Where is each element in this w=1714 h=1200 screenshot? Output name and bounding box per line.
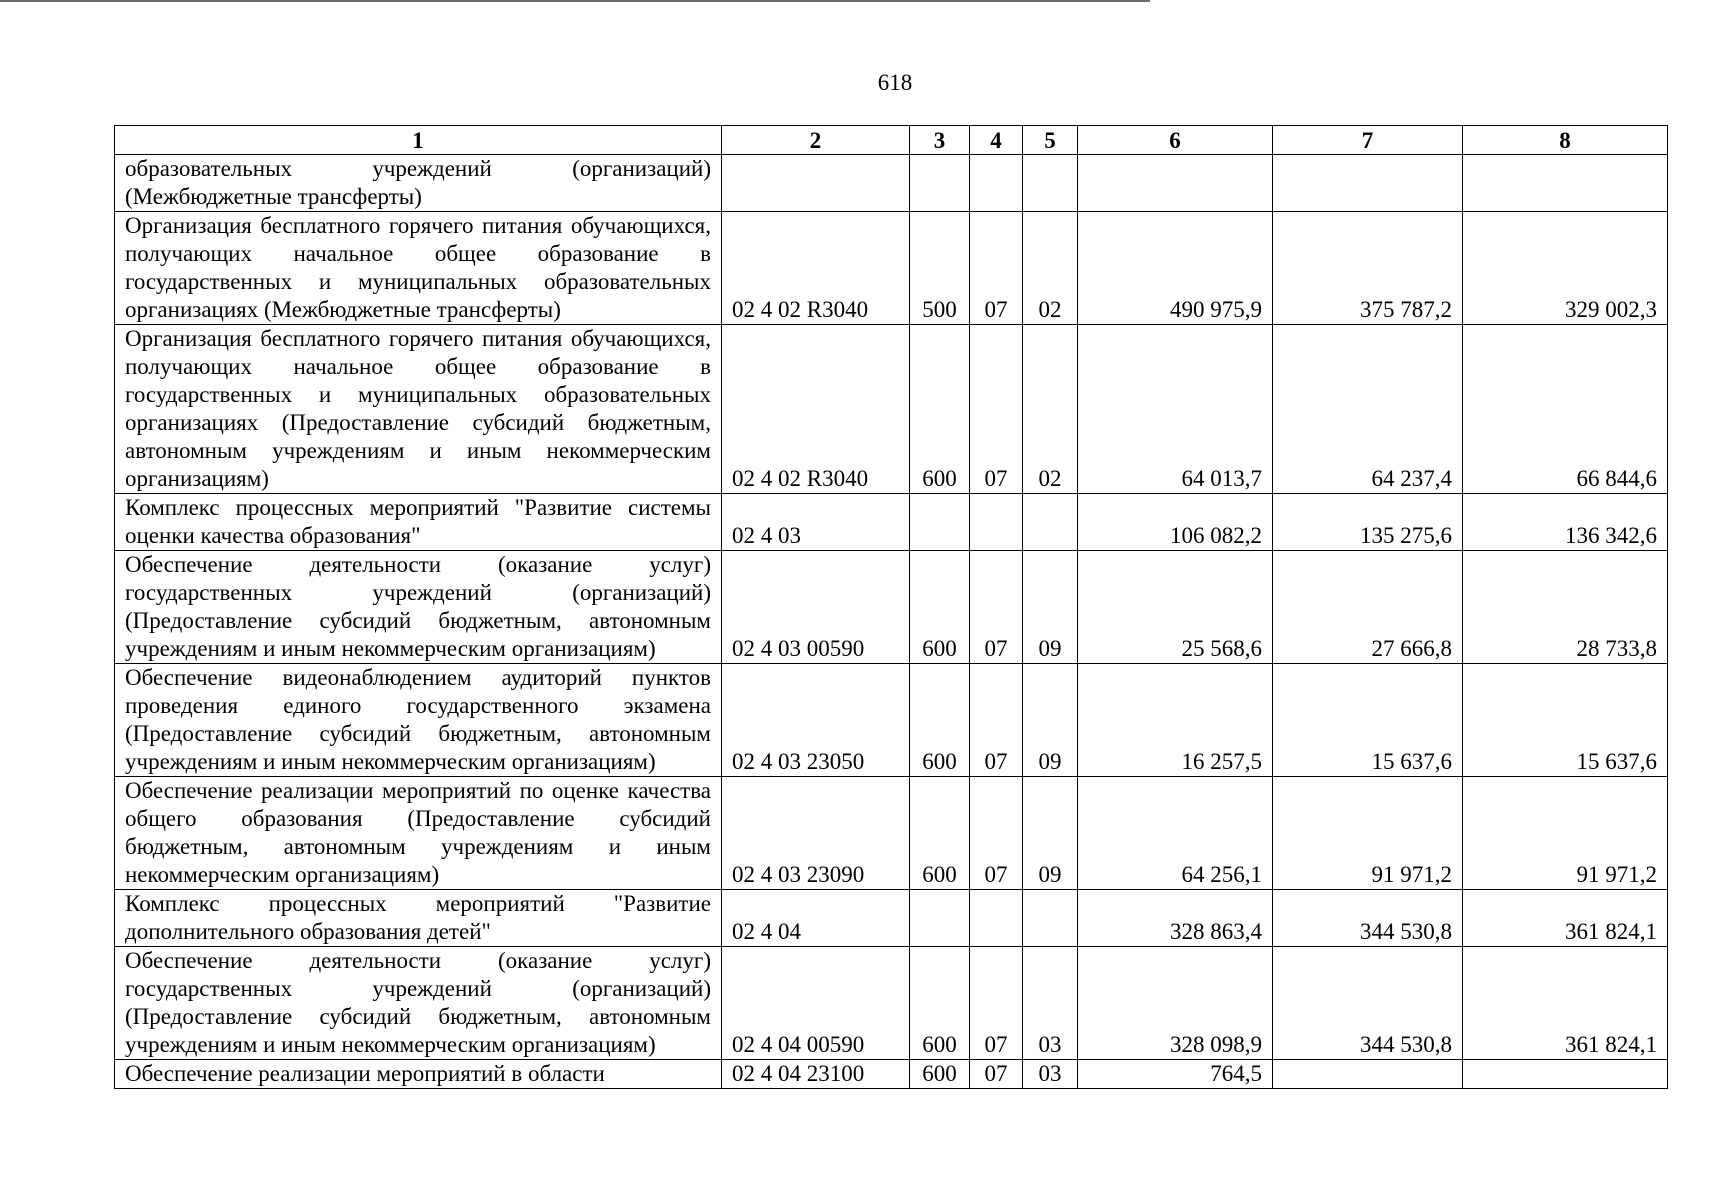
row-name-cell: Обеспечение реализации мероприятий по оценке качества общего образования (Предоставление субсидий бюджетным, автономным учреждениям и иным некоммерческим организациям): [115, 777, 722, 890]
section-cell: 07: [970, 947, 1023, 1060]
amount-col8-cell: 361 824,1: [1463, 947, 1668, 1060]
amount-col7-cell: [1273, 155, 1463, 212]
expense-type-cell: [910, 155, 970, 212]
row-name-cell: Обеспечение реализации мероприятий в области: [115, 1060, 722, 1089]
table-row: [115, 664, 1668, 777]
table-row: [115, 947, 1668, 1060]
amount-col7-cell: [1273, 1060, 1463, 1089]
target-code-cell: 02 4 04 23100: [722, 1060, 910, 1089]
target-code-cell: 02 4 04: [722, 890, 910, 947]
column-header: 3: [910, 126, 970, 155]
amount-col8-cell: 361 824,1: [1463, 890, 1668, 947]
row-name-cell: Комплекс процессных мероприятий "Развитие дополнительного образования детей": [115, 890, 722, 947]
table-body: [115, 155, 1668, 1089]
header-row: [115, 126, 1668, 155]
target-code-cell: 02 4 03: [722, 494, 910, 551]
page-number: 618: [877, 70, 913, 95]
subsection-cell: 02: [1023, 212, 1078, 325]
amount-col7-cell: 344 530,8: [1273, 890, 1463, 947]
table-row: [115, 155, 1668, 212]
amount-col6-cell: 490 975,9: [1078, 212, 1273, 325]
section-cell: [970, 890, 1023, 947]
amount-col6-cell: 64 256,1: [1078, 777, 1273, 890]
amount-col6-cell: 764,5: [1078, 1060, 1273, 1089]
column-header: 8: [1463, 126, 1668, 155]
amount-col6-cell: 328 098,9: [1078, 947, 1273, 1060]
target-code-cell: 02 4 02 R3040: [722, 325, 910, 494]
amount-col8-cell: 136 342,6: [1463, 494, 1668, 551]
expense-type-cell: [910, 890, 970, 947]
subsection-cell: 02: [1023, 325, 1078, 494]
column-header: 5: [1023, 126, 1078, 155]
column-header: 6: [1078, 126, 1273, 155]
amount-col8-cell: 28 733,8: [1463, 551, 1668, 664]
section-cell: 07: [970, 777, 1023, 890]
row-name-cell: Обеспечение деятельности (оказание услуг) государственных учреждений (организаций) (Предоставление субсидий бюджетным, автономным учреждениям и иным некоммерческим организациям): [115, 551, 722, 664]
row-name-cell: Комплекс процессных мероприятий "Развитие системы оценки качества образования": [115, 494, 722, 551]
amount-col8-cell: 91 971,2: [1463, 777, 1668, 890]
table-row: [115, 551, 1668, 664]
row-name-cell: Организация бесплатного горячего питания обучающихся, получающих начальное общее образование в государственных и муниципальных образовательных организациях (Межбюджетные трансферты): [115, 212, 722, 325]
amount-col8-cell: [1463, 1060, 1668, 1089]
row-name-cell: образовательных учреждений (организаций) (Межбюджетные трансферты): [115, 155, 722, 212]
subsection-cell: [1023, 155, 1078, 212]
section-cell: 07: [970, 1060, 1023, 1089]
subsection-cell: 09: [1023, 777, 1078, 890]
expense-type-cell: 600: [910, 1060, 970, 1089]
expense-type-cell: 500: [910, 212, 970, 325]
table-row: [115, 325, 1668, 494]
amount-col7-cell: 135 275,6: [1273, 494, 1463, 551]
amount-col7-cell: 375 787,2: [1273, 212, 1463, 325]
target-code-cell: 02 4 03 23090: [722, 777, 910, 890]
amount-col6-cell: 64 013,7: [1078, 325, 1273, 494]
subsection-cell: 03: [1023, 947, 1078, 1060]
target-code-cell: [722, 155, 910, 212]
column-header: 4: [970, 126, 1023, 155]
section-cell: 07: [970, 212, 1023, 325]
table-row: [115, 777, 1668, 890]
section-cell: 07: [970, 551, 1023, 664]
subsection-cell: [1023, 890, 1078, 947]
amount-col8-cell: 329 002,3: [1463, 212, 1668, 325]
budget-table: [114, 125, 1668, 1089]
amount-col7-cell: 344 530,8: [1273, 947, 1463, 1060]
table-row: [115, 212, 1668, 325]
amount-col6-cell: 16 257,5: [1078, 664, 1273, 777]
row-name-cell: Обеспечение видеонаблюдением аудиторий пунктов проведения единого государственного экзамена (Предоставление субсидий бюджетным, автономным учреждениям и иным некоммерческим организациям): [115, 664, 722, 777]
amount-col8-cell: 66 844,6: [1463, 325, 1668, 494]
expense-type-cell: 600: [910, 325, 970, 494]
expense-type-cell: 600: [910, 664, 970, 777]
row-name-cell: Организация бесплатного горячего питания обучающихся, получающих начальное общее образование в государственных и муниципальных образовательных организациях (Предоставление субсидий бюджетным, автономным учреждениям и иным некоммерческим организациям): [115, 325, 722, 494]
amount-col8-cell: [1463, 155, 1668, 212]
table-row: [115, 890, 1668, 947]
amount-col6-cell: 25 568,6: [1078, 551, 1273, 664]
target-code-cell: 02 4 04 00590: [722, 947, 910, 1060]
expense-type-cell: 600: [910, 777, 970, 890]
expense-type-cell: [910, 494, 970, 551]
amount-col7-cell: 27 666,8: [1273, 551, 1463, 664]
target-code-cell: 02 4 02 R3040: [722, 212, 910, 325]
amount-col8-cell: 15 637,6: [1463, 664, 1668, 777]
target-code-cell: 02 4 03 23050: [722, 664, 910, 777]
table-row: [115, 494, 1668, 551]
section-cell: 07: [970, 664, 1023, 777]
amount-col7-cell: 91 971,2: [1273, 777, 1463, 890]
expense-type-cell: 600: [910, 947, 970, 1060]
section-cell: 07: [970, 325, 1023, 494]
amount-col7-cell: 15 637,6: [1273, 664, 1463, 777]
section-cell: [970, 155, 1023, 212]
section-cell: [970, 494, 1023, 551]
subsection-cell: 03: [1023, 1060, 1078, 1089]
column-header: 7: [1273, 126, 1463, 155]
row-name-cell: Обеспечение деятельности (оказание услуг) государственных учреждений (организаций) (Предоставление субсидий бюджетным, автономным учреждениям и иным некоммерческим организациям): [115, 947, 722, 1060]
amount-col6-cell: 106 082,2: [1078, 494, 1273, 551]
column-header: 2: [722, 126, 910, 155]
target-code-cell: 02 4 03 00590: [722, 551, 910, 664]
table-row: [115, 1060, 1668, 1089]
subsection-cell: 09: [1023, 551, 1078, 664]
top-rule: [0, 0, 1150, 2]
column-header: 1: [115, 126, 722, 155]
amount-col7-cell: 64 237,4: [1273, 325, 1463, 494]
amount-col6-cell: [1078, 155, 1273, 212]
amount-col6-cell: 328 863,4: [1078, 890, 1273, 947]
subsection-cell: 09: [1023, 664, 1078, 777]
expense-type-cell: 600: [910, 551, 970, 664]
subsection-cell: [1023, 494, 1078, 551]
